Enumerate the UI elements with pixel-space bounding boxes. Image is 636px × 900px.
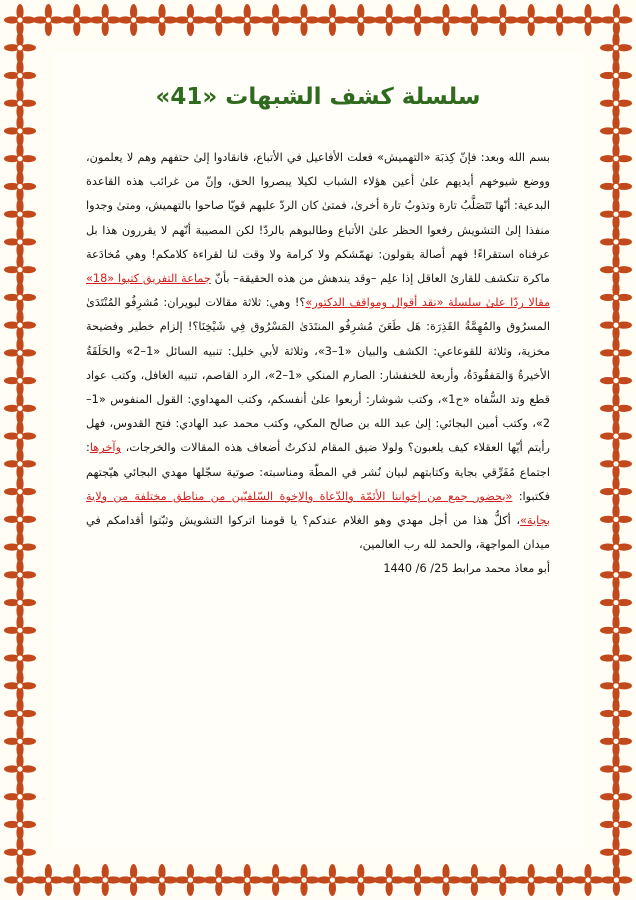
four-petal-flower-icon [600, 420, 632, 452]
four-petal-flower-icon [487, 864, 519, 896]
author-signature-date: أبو معاذ محمد مرابط 25/ 6/ 1440 [383, 562, 550, 576]
four-petal-flower-icon [288, 4, 320, 36]
four-petal-flower-icon [4, 503, 36, 535]
four-petal-flower-icon [458, 864, 490, 896]
article-paragraph [86, 146, 550, 582]
four-petal-flower-icon [600, 614, 632, 646]
four-petal-flower-icon [32, 4, 64, 36]
highlight-quote: «بحضور جمع من إخواننا الأئمّة والدّعاة والإخوة السّلفيّين من مناطق مختلفة من ولاية بجاية» [86, 489, 550, 528]
four-petal-flower-icon [600, 59, 632, 91]
four-petal-flower-icon [4, 170, 36, 202]
four-petal-flower-icon [4, 87, 36, 119]
four-petal-flower-icon [203, 864, 235, 896]
four-petal-flower-icon [4, 281, 36, 313]
four-petal-flower-icon [4, 670, 36, 702]
four-petal-flower-icon [231, 4, 263, 36]
four-petal-flower-icon [430, 4, 462, 36]
four-petal-flower-icon [600, 4, 632, 36]
four-petal-flower-icon [373, 4, 405, 36]
article-list-text: ؟! وهي: ثلاثة مقالات لبويران: مُشرِفُو المُنْتَدَىٰ المسرُوق والمُهِمَّةُ القَذِرَة: هَل طَعَنَ مُشرِفُو المنتَدَىٰ المَسْرُوق فِي شَيْخِنَا؟! إلزام خطير وفضيحة مخزية، وثلاثة للقوعاعي: الكشف والبيان «1–3»، وثلاثة لأبي خليل: تنبيه السائل «1–2» والحَلَقَةُ الأخيرةُ وَالمَفقُودَةُ، وأربعة للخنفشار: الصارم المنكي «1–2»، الرد القاصم، تنبيه الغافل، وكتب عواد قطع وتد السُّفاه «ح1»، وكتب شوشار: أربعوا علىٰ أنفسكم، وكتب المهداوي: القول المنفوس «1–2»، وكتب أمين البجائي: إلىٰ عبد الله بن صالح المكي، وكتب محمد عبد الهادي: فتح القدوس، فهل رأيتم أيّها العقلاء كيف يلعبون؟ ولولا ضيق المقام لذكرتُ أضعاف هذه المقالات والخرجات، [86, 296, 551, 455]
four-petal-flower-icon [600, 836, 632, 868]
four-petal-flower-icon [544, 864, 576, 896]
four-petal-flower-icon [203, 4, 235, 36]
four-petal-flower-icon [4, 531, 36, 563]
four-petal-flower-icon [600, 503, 632, 535]
four-petal-flower-icon [600, 670, 632, 702]
four-petal-flower-icon [4, 725, 36, 757]
four-petal-flower-icon [4, 226, 36, 258]
four-petal-flower-icon [4, 836, 36, 868]
four-petal-flower-icon [4, 753, 36, 785]
four-petal-flower-icon [600, 587, 632, 619]
four-petal-flower-icon [4, 781, 36, 813]
four-petal-flower-icon [373, 864, 405, 896]
four-petal-flower-icon [572, 864, 604, 896]
four-petal-flower-icon [174, 864, 206, 896]
four-petal-flower-icon [146, 864, 178, 896]
four-petal-flower-icon [4, 59, 36, 91]
four-petal-flower-icon [316, 864, 348, 896]
four-petal-flower-icon [515, 4, 547, 36]
four-petal-flower-icon [89, 4, 121, 36]
four-petal-flower-icon [288, 864, 320, 896]
highlight-eighteen-articles: جماعة التفريق كتبوا «18» مقالا ردّا علىٰ سلسلة «نقد أقوال ومواقف الدكتور» [86, 272, 550, 310]
four-petal-flower-icon [4, 809, 36, 841]
four-petal-flower-icon [600, 753, 632, 785]
four-petal-flower-icon [600, 309, 632, 341]
four-petal-flower-icon [600, 864, 632, 896]
four-petal-flower-icon [515, 864, 547, 896]
four-petal-flower-icon [260, 864, 292, 896]
four-petal-flower-icon [4, 587, 36, 619]
four-petal-flower-icon [316, 4, 348, 36]
four-petal-flower-icon [61, 4, 93, 36]
four-petal-flower-icon [4, 392, 36, 424]
four-petal-flower-icon [89, 864, 121, 896]
four-petal-flower-icon [4, 642, 36, 674]
four-petal-flower-icon [4, 864, 36, 896]
closing-text: ، أكلُّ هذا من أجل مهدي وهو الغلام عندكم؟ يا قومنا اتركوا التشويش وثبّتوا أقدامكم في ميدان المواجهة، والحمد لله رب العالمين، [86, 514, 550, 552]
four-petal-flower-icon [600, 698, 632, 730]
four-petal-flower-icon [4, 698, 36, 730]
four-petal-flower-icon [4, 420, 36, 452]
four-petal-flower-icon [572, 4, 604, 36]
four-petal-flower-icon [345, 4, 377, 36]
four-petal-flower-icon [260, 4, 292, 36]
four-petal-flower-icon [600, 559, 632, 591]
four-petal-flower-icon [146, 4, 178, 36]
four-petal-flower-icon [118, 4, 150, 36]
four-petal-flower-icon [600, 642, 632, 674]
four-petal-flower-icon [61, 864, 93, 896]
four-petal-flower-icon [600, 254, 632, 286]
four-petal-flower-icon [402, 4, 434, 36]
four-petal-flower-icon [345, 864, 377, 896]
four-petal-flower-icon [600, 32, 632, 64]
four-petal-flower-icon [600, 115, 632, 147]
four-petal-flower-icon [600, 392, 632, 424]
four-petal-flower-icon [600, 448, 632, 480]
four-petal-flower-icon [4, 559, 36, 591]
four-petal-flower-icon [600, 143, 632, 175]
four-petal-flower-icon [4, 198, 36, 230]
four-petal-flower-icon [600, 198, 632, 230]
highlight-latest: وآخرها [89, 441, 122, 455]
four-petal-flower-icon [118, 864, 150, 896]
four-petal-flower-icon [4, 143, 36, 175]
four-petal-flower-icon [600, 365, 632, 397]
four-petal-flower-icon [544, 4, 576, 36]
four-petal-flower-icon [402, 864, 434, 896]
four-petal-flower-icon [231, 864, 263, 896]
four-petal-flower-icon [4, 476, 36, 508]
four-petal-flower-icon [4, 309, 36, 341]
four-petal-flower-icon [4, 254, 36, 286]
four-petal-flower-icon [4, 614, 36, 646]
four-petal-flower-icon [600, 87, 632, 119]
four-petal-flower-icon [600, 809, 632, 841]
four-petal-flower-icon [600, 170, 632, 202]
four-petal-flower-icon [458, 4, 490, 36]
article-body [86, 146, 550, 582]
four-petal-flower-icon [4, 365, 36, 397]
four-petal-flower-icon [600, 476, 632, 508]
article-title: سلسلة كشف الشبهات «41» [155, 84, 481, 110]
four-petal-flower-icon [600, 531, 632, 563]
four-petal-flower-icon [600, 281, 632, 313]
four-petal-flower-icon [4, 448, 36, 480]
four-petal-flower-icon [430, 864, 462, 896]
four-petal-flower-icon [4, 115, 36, 147]
intro-text: بسم الله وبعد: فإنّ كِذبَة «التهميش» فعلت الأفاعيل في الأتباع، فانقادوا إلىٰ حتفهم وهم لا يعلمون، ووضع شيوخهم أيديهم علىٰ أعين هؤلاء الشباب لكيلا يبصروا الحق، وإنّ من غرائب هذه القاعدة البدعية: أنّها تَتَصَلَّبُ تارة وتذوبُ تارة أخرىٰ، فمتىٰ كان الردّ عليهم قويّا صاحوا بالتهميش، ومتىٰ وجدوا منفذا إلىٰ التشويش رفعوا الحظر علىٰ الأتباع وطالبوهم بالردّ! لكن المصيبة أنّهم لا يقررون هذا بل عرفناه استقراءً! فهم أصالة يقولون: نهمّشكم ولا كرامة ولا وقت لنا لقراءة كلامكم! وهي مُخادَعة ماكرة تنكشف للقارئ العاقل إذا علِم –وقد يندهش من هذه الحقيقة– بأنّ [86, 151, 550, 286]
four-petal-flower-icon [600, 337, 632, 369]
four-petal-flower-icon [4, 32, 36, 64]
four-petal-flower-icon [600, 226, 632, 258]
four-petal-flower-icon [600, 725, 632, 757]
four-petal-flower-icon [174, 4, 206, 36]
four-petal-flower-icon [32, 864, 64, 896]
four-petal-flower-icon [487, 4, 519, 36]
four-petal-flower-icon [4, 4, 36, 36]
meeting-text: : اجتماع مُفَرِّقي بجاية وكتابتهم لبيان نُشر في المطّة ومناسبته: صوتية سجّلها مهدي البجائي هيّجتهم فكتبوا: [86, 441, 550, 503]
four-petal-flower-icon [600, 781, 632, 813]
four-petal-flower-icon [4, 337, 36, 369]
